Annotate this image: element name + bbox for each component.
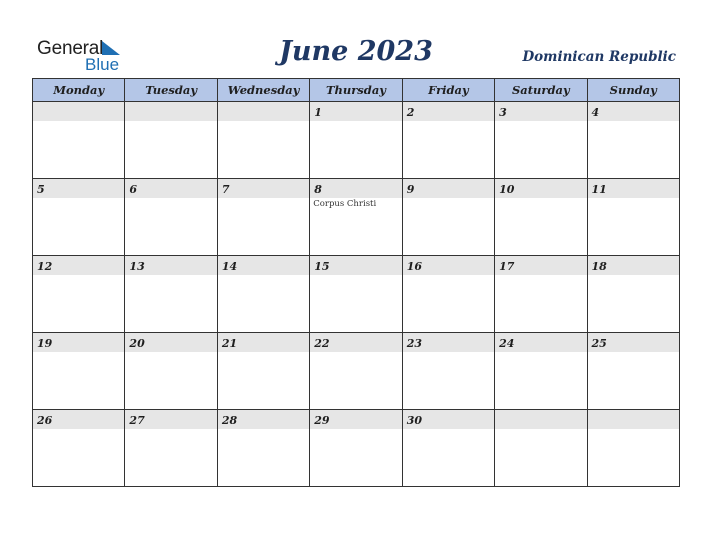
weekday-header: Monday (33, 79, 125, 102)
day-number: 22 (314, 337, 330, 350)
day-number-bar (495, 179, 586, 198)
week-row (33, 179, 680, 256)
day-number-bar (33, 102, 124, 121)
weekday-header: Thursday (310, 79, 402, 102)
day-number-bar (33, 256, 124, 275)
day-number-bar (218, 333, 309, 352)
day-number-bar (218, 102, 309, 121)
day-number: 27 (129, 414, 145, 427)
day-number-bar (310, 333, 401, 352)
day-number-bar (310, 410, 401, 429)
day-number-bar (33, 333, 124, 352)
day-number-bar (125, 179, 216, 198)
empty-day-cell (33, 102, 125, 179)
day-number: 19 (37, 337, 53, 350)
day-number: 1 (314, 106, 322, 119)
day-cell (587, 256, 679, 333)
day-cell (125, 256, 217, 333)
day-number: 23 (406, 337, 422, 350)
day-cell (402, 333, 494, 410)
day-cell (217, 256, 309, 333)
weekday-header-row (33, 79, 680, 102)
day-cell (587, 333, 679, 410)
day-number: 3 (499, 106, 507, 119)
day-number: 11 (591, 183, 607, 196)
day-cell (402, 256, 494, 333)
day-number-bar (588, 410, 679, 429)
day-cell (495, 333, 587, 410)
day-number-bar (125, 333, 216, 352)
day-number-bar (310, 256, 401, 275)
day-number: 14 (221, 260, 238, 273)
day-number-bar (588, 256, 679, 275)
day-cell (587, 102, 679, 179)
week-row (33, 410, 680, 487)
day-number-bar (495, 102, 586, 121)
empty-day-cell (587, 410, 679, 487)
day-number-bar (588, 102, 679, 121)
day-cell (125, 333, 217, 410)
day-number-bar (495, 410, 586, 429)
weekday-header: Sunday (587, 79, 679, 102)
day-number-bar (218, 256, 309, 275)
day-cell (310, 333, 402, 410)
day-cell (402, 179, 494, 256)
day-cell (310, 410, 402, 487)
day-number-bar (403, 256, 494, 275)
empty-day-cell (217, 102, 309, 179)
day-number: 13 (129, 260, 145, 273)
weekday-header: Saturday (495, 79, 587, 102)
day-number: 15 (314, 260, 330, 273)
weekday-header: Tuesday (125, 79, 217, 102)
day-cell (33, 333, 125, 410)
country-name: Dominican Republic (522, 49, 676, 65)
day-cell (495, 102, 587, 179)
day-number: 6 (129, 183, 138, 196)
day-number: 30 (406, 414, 422, 427)
day-number: 2 (406, 106, 415, 119)
day-number-bar (33, 179, 124, 198)
day-cell (217, 410, 309, 487)
day-number-bar (403, 102, 494, 121)
week-row (33, 102, 680, 179)
day-cell (310, 179, 402, 256)
day-number: 21 (221, 337, 238, 350)
day-number: 17 (499, 260, 515, 273)
day-cell (33, 256, 125, 333)
day-number-bar (495, 333, 586, 352)
day-number: 26 (37, 414, 53, 427)
day-cell (495, 179, 587, 256)
day-number: 5 (37, 183, 45, 196)
day-number-bar (218, 179, 309, 198)
day-number: 10 (499, 183, 515, 196)
day-number-bar (310, 102, 401, 121)
calendar-title: June 2023 (279, 36, 433, 67)
day-number: 25 (591, 337, 607, 350)
day-number: 9 (406, 183, 415, 196)
day-number: 28 (221, 414, 238, 427)
day-number-bar (588, 333, 679, 352)
logo-word-blue: Blue (85, 55, 120, 74)
day-cell (33, 410, 125, 487)
week-row (33, 333, 680, 410)
day-number-bar (125, 256, 216, 275)
day-cell (402, 102, 494, 179)
day-number-bar (125, 410, 216, 429)
day-number: 4 (591, 106, 600, 119)
day-number: 24 (499, 337, 515, 350)
logo-word-general: General (37, 38, 104, 59)
day-number-bar (495, 256, 586, 275)
weekday-header: Friday (402, 79, 494, 102)
day-number-bar (403, 410, 494, 429)
day-cell (217, 333, 309, 410)
day-number-bar (310, 179, 401, 198)
day-cell (310, 102, 402, 179)
day-number-bar (218, 410, 309, 429)
weekday-header: Wednesday (217, 79, 309, 102)
day-number-bar (588, 179, 679, 198)
holiday-event: Corpus Christi (313, 199, 377, 209)
day-number: 8 (314, 183, 322, 196)
day-number-bar (403, 179, 494, 198)
day-number: 18 (591, 260, 607, 273)
day-number-bar (125, 102, 216, 121)
day-cell (125, 410, 217, 487)
day-number-bar (33, 410, 124, 429)
day-cell (33, 179, 125, 256)
day-number-bar (403, 333, 494, 352)
week-row (33, 256, 680, 333)
day-cell (125, 179, 217, 256)
day-cell (495, 256, 587, 333)
day-number: 29 (314, 414, 330, 427)
day-number: 20 (129, 337, 145, 350)
empty-day-cell (495, 410, 587, 487)
day-number: 12 (37, 260, 53, 273)
day-cell (217, 179, 309, 256)
day-cell (587, 179, 679, 256)
calendar-grid (32, 78, 680, 487)
empty-day-cell (125, 102, 217, 179)
day-cell (310, 256, 402, 333)
day-number: 16 (406, 260, 422, 273)
day-number: 7 (221, 183, 230, 196)
day-cell (402, 410, 494, 487)
